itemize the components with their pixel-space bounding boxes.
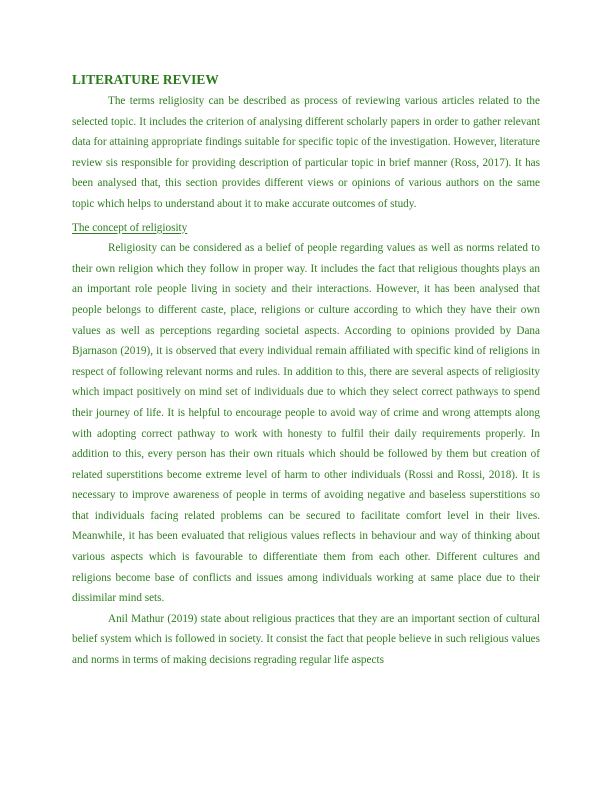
page-content xyxy=(72,70,540,671)
subsection-heading: The concept of religiosity xyxy=(72,221,188,234)
intro-paragraph: The terms religiosity can be described as process of reviewing various articles related to the selected topic. It includes the criterion of analysing different scholarly papers in order to gather relevant data for attaining appropriate findings suitable for specific topic of the investigation. However, literature review sis responsible for providing description of particular topic in brief manner (Ross, 2017). It has been analysed that, this section provides different views or opinions of various authors on the same topic which helps to understand about it to make accurate outcomes of study. xyxy=(72,95,540,210)
concept-paragraph: Religiosity can be considered as a belief of people regarding values as well as norms related to their own religion which they follow in proper way. It includes the fact that religious thoughts plays an an important role people living in society and their interactions. However, it has been analysed that people belongs to different caste, place, religions or culture according to which they have their own values as well as perceptions regarding societal aspects. According to opinions provided by Dana Bjarnason (2019), it is observed that every individual remain affiliated with specific kind of religions in respect of following relevant norms and rules. In addition to this, there are several aspects of religiosity which impact positively on mind set of individuals due to which they select correct pathways to spend their journey of life. It is helpful to encourage people to avoid way of crime and wrong attempts along with adopting correct pathway to work with honesty to fulfil their daily requirements properly. In addition to this, every person has their own rituals which should be followed by them but creation of related superstitions become extreme level of harm to other individuals (Rossi and Rossi, 2018). It is necessary to improve awareness of people in terms of avoiding negative and baseless superstitions so that individuals facing related problems can be secured to facilitate comfort level in their lives. Meanwhile, it has been evaluated that religious values reflects in behaviour and way of thinking about various aspects which is favourable to differentiate them from each other. Different cultures and religions become base of conflicts and issues among individuals working at same place due to their dissimilar mind sets. xyxy=(72,242,540,605)
mathur-paragraph: Anil Mathur (2019) state about religious practices that they are an important section of cultural belief system which is followed in society. It consist the fact that people believe in such religious values and norms in terms of making decisions regrading regular life aspects xyxy=(72,612,540,667)
section-heading: LITERATURE REVIEW xyxy=(72,72,219,87)
